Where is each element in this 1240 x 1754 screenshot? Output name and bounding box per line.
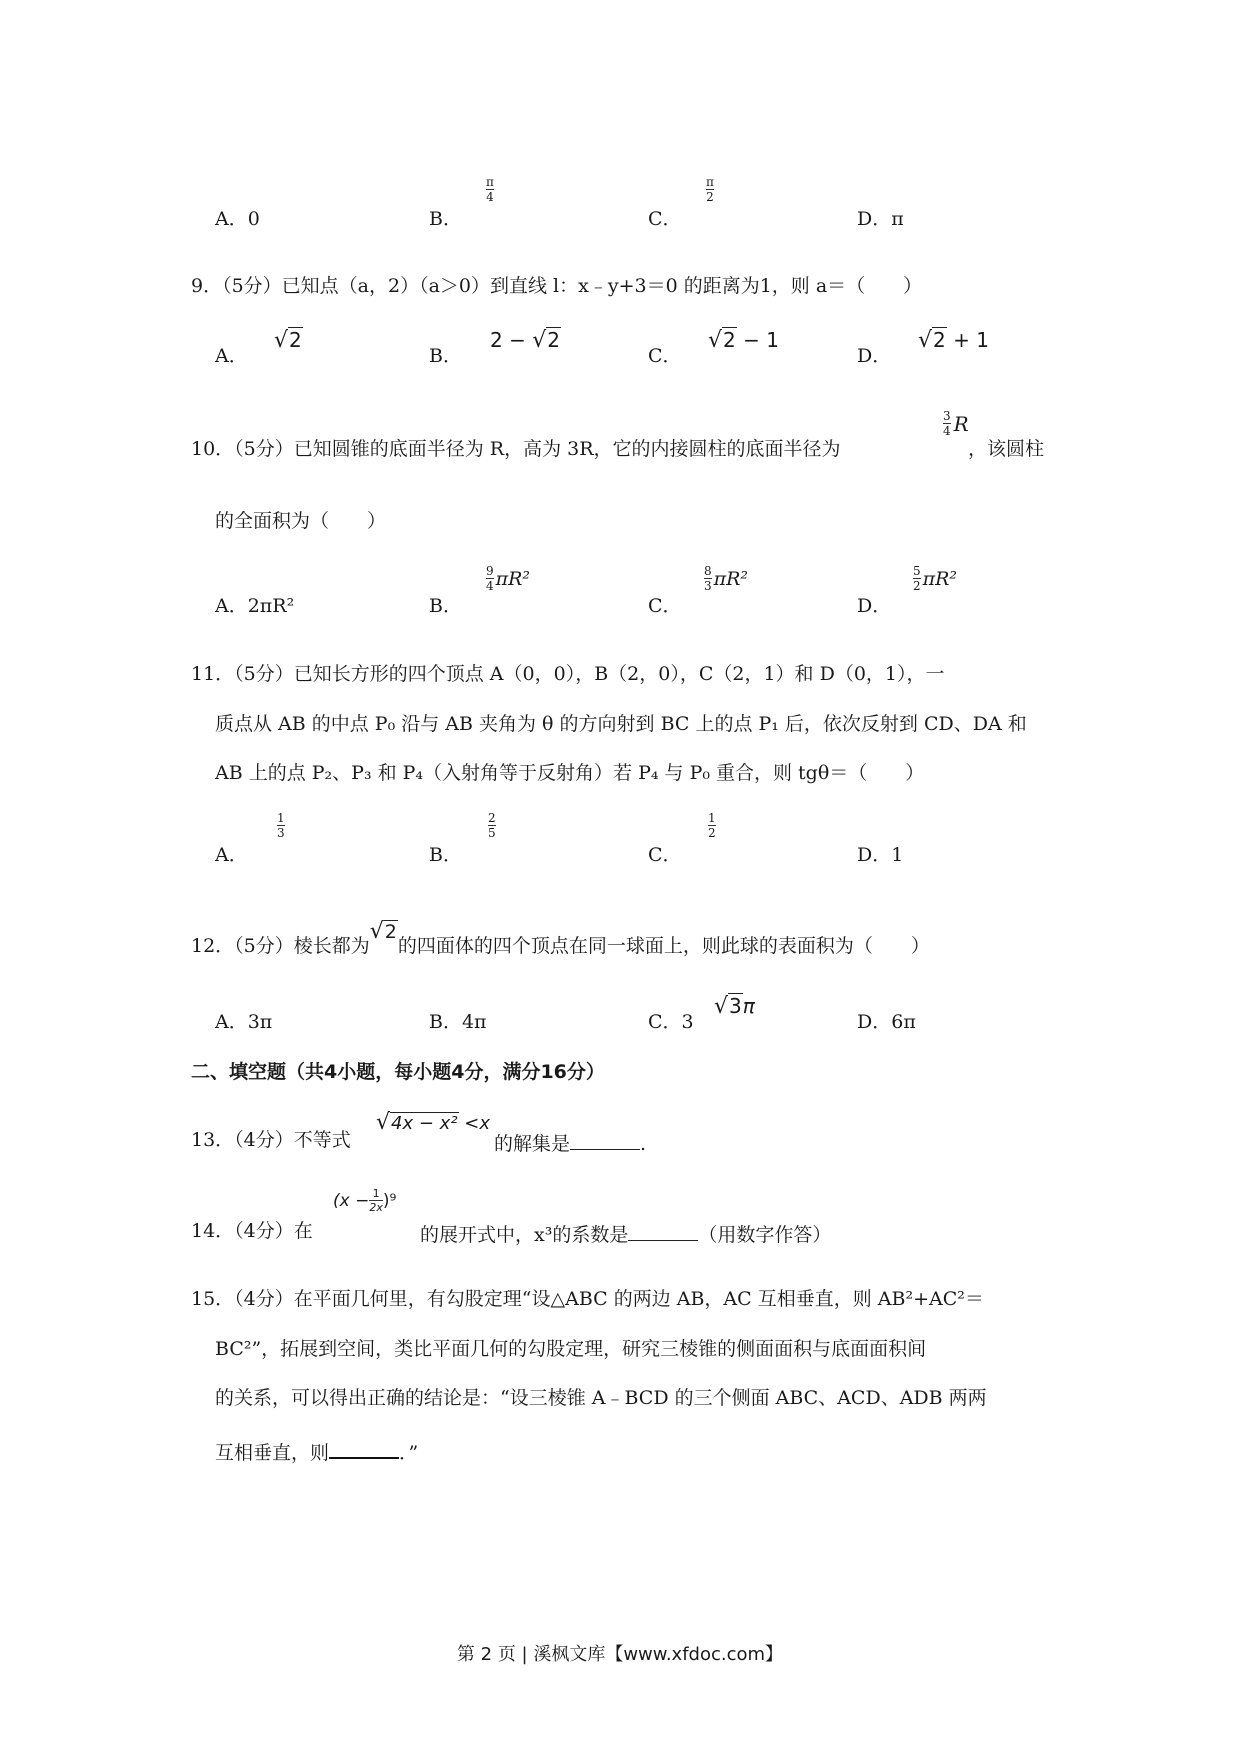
- q9-option-b-math: [490, 328, 561, 353]
- fraction: [486, 565, 494, 592]
- q8-option-c-fraction: [706, 176, 714, 203]
- q10-stem-fraction: [943, 410, 969, 437]
- q10-option-c-math: [704, 565, 748, 592]
- q8-option-d: D．π: [857, 208, 904, 230]
- fraction-denominator: 2x: [369, 1201, 383, 1214]
- sqrt-argument: 2: [384, 921, 397, 943]
- q14-pre: 14．（4分）在: [191, 1220, 313, 1242]
- fraction-numerator: 2: [488, 811, 496, 825]
- q11-line2: 质点从 AB 的中点 P₀ 沿与 AB 夹角为 θ 的方向射到 BC 上的点 P₁ 后，依次反射到 CD、DA 和: [215, 713, 1027, 735]
- q15-line3: 的关系，可以得出正确的结论是：“设三棱锥 A﹣BCD 的三个侧面 ABC、ACD、ADB 两两: [215, 1387, 987, 1409]
- sqrt-symbol: √2: [274, 328, 302, 353]
- fraction: [704, 565, 712, 592]
- q10-option-d-label: D．: [857, 595, 892, 617]
- q11-option-c-fraction: [708, 812, 716, 839]
- q10-stem-part1: 10．（5分）已知圆锥的底面半径为 R，高为 3R，它的内接圆柱的底面半径为: [191, 438, 841, 460]
- q8-option-b-fraction: [486, 176, 494, 203]
- q13-post-text: 的解集是: [494, 1133, 571, 1155]
- q10-option-b-math: [486, 565, 530, 592]
- math-tail: πR²: [495, 567, 531, 590]
- fraction-denominator: 2: [708, 826, 716, 840]
- q12-option-c-label: C．3: [648, 1011, 694, 1033]
- q15-line2: BC²”，拓展到空间，类比平面几何的勾股定理，研究三棱锥的侧面面积与底面面积间: [215, 1338, 927, 1360]
- answer-blank[interactable]: [628, 1222, 698, 1241]
- math-suffix: + 1: [946, 328, 989, 352]
- fraction-numerator: 8: [704, 564, 712, 578]
- sqrt-symbol: √2: [369, 919, 397, 944]
- q13-pre: 13．（4分）不等式: [191, 1129, 351, 1151]
- q12-stem: [191, 919, 930, 957]
- q10-stem-part2: ，该圆柱: [968, 438, 1045, 460]
- fraction-numerator: 5: [913, 564, 921, 578]
- q14-end: （用数字作答）: [698, 1224, 832, 1246]
- answer-blank[interactable]: [329, 1439, 399, 1459]
- sqrt-argument: 2: [547, 328, 560, 352]
- inequality-tail: <x: [458, 1113, 490, 1134]
- fraction-denominator: 2: [706, 190, 714, 204]
- q15-line4-pre: 互相垂直，则: [215, 1442, 330, 1464]
- fraction-denominator: 4: [486, 190, 494, 204]
- q12-stem-pre: 12．（5分）棱长都为: [191, 935, 370, 957]
- q13-post: [494, 1131, 646, 1154]
- q11-line1: 11．（5分）已知长方形的四个顶点 A（0，0），B（2，0），C（2，1）和 D（0，1），一: [191, 663, 945, 685]
- q12-option-d: D．6π: [857, 1011, 916, 1033]
- fraction-denominator: 3: [277, 826, 285, 840]
- fraction-numerator: 1: [277, 811, 285, 825]
- q9-option-c-math: [708, 328, 779, 353]
- section-title: 二、填空题（共4小题，每小题4分，满分16分）: [191, 1061, 605, 1083]
- q12-option-b: B．4π: [429, 1011, 487, 1033]
- math-tail: π: [742, 994, 755, 1018]
- fraction-denominator: 5: [488, 826, 496, 840]
- sqrt-argument: 3: [729, 994, 742, 1018]
- q12-stem-post: 的四面体的四个顶点在同一球面上，则此球的表面积为（ ）: [397, 935, 930, 957]
- fraction-denominator: 4: [943, 424, 951, 438]
- q9-option-a-math: [274, 328, 303, 353]
- q9-option-b-label: B．: [429, 345, 462, 367]
- q9-option-c-label: C．: [648, 345, 682, 367]
- fraction-numerator: 9: [486, 564, 494, 578]
- expr-suffix: )⁹: [382, 1190, 397, 1211]
- q14-post-text: 的展开式中，x³的系数是: [420, 1224, 629, 1246]
- q8-option-a: A．0: [215, 208, 260, 230]
- sqrt-symbol: √2: [708, 328, 736, 353]
- variable: R: [953, 411, 969, 436]
- q11-option-d: D．1: [857, 844, 904, 866]
- q15-line4-post: ．”: [399, 1442, 419, 1464]
- fraction: [913, 565, 921, 592]
- q12-option-a: A．3π: [215, 1011, 273, 1033]
- math-tail: πR²: [922, 567, 958, 590]
- math-tail: πR²: [713, 567, 749, 590]
- fraction-numerator: 3: [943, 409, 951, 423]
- sqrt-symbol: √3: [714, 994, 742, 1019]
- math-suffix: − 1: [736, 328, 779, 352]
- q11-line3: AB 上的点 P₂、P₃ 和 P₄（入射角等于反射角）若 P₄ 与 P₀ 重合，则 tgθ＝（ ）: [215, 762, 925, 784]
- math-prefix: 2 −: [490, 328, 533, 352]
- q8-option-c-label: C．: [648, 208, 682, 230]
- q11-option-a-label: A．: [215, 844, 248, 866]
- q10-stem-line2: 的全面积为（ ）: [215, 510, 387, 532]
- fraction-numerator: 1: [372, 1187, 380, 1200]
- sqrt-symbol: √2: [532, 328, 560, 353]
- answer-blank[interactable]: [570, 1131, 640, 1150]
- fraction-denominator: 2: [913, 579, 921, 593]
- q14-expression: [333, 1188, 396, 1213]
- page-footer: 第 2 页 | 溪枫文库【www.xfdoc.com】: [456, 1644, 784, 1665]
- q15-line1: 15．（4分）在平面几何里，有勾股定理“设△ABC 的两边 AB，AC 互相垂直，则 AB²+AC²＝: [191, 1288, 984, 1310]
- sqrt-argument: 2: [289, 328, 302, 352]
- sqrt-symbol: √2: [918, 328, 946, 353]
- q9-option-a-label: A．: [215, 345, 248, 367]
- q11-option-c-label: C．: [648, 844, 682, 866]
- fraction: [369, 1188, 383, 1213]
- q11-option-b-fraction: [488, 812, 496, 839]
- fraction-numerator: 1: [708, 811, 716, 825]
- fraction-numerator: π: [486, 175, 494, 189]
- q13-inequality: [376, 1110, 490, 1135]
- q9-option-d-math: [918, 328, 989, 353]
- fraction-denominator: 4: [486, 579, 494, 593]
- expr-prefix: (x −: [333, 1190, 370, 1211]
- fraction-denominator: 3: [704, 579, 712, 593]
- fraction-numerator: π: [706, 175, 714, 189]
- q10-option-a: A．2πR²: [215, 595, 295, 617]
- sqrt-symbol: √4x − x²: [376, 1110, 458, 1135]
- q15-line4: [215, 1439, 418, 1463]
- q9-stem: 9．（5分）已知点（a，2）（a＞0）到直线 l：x﹣y+3＝0 的距离为1，则 a＝（ ）: [191, 275, 923, 297]
- q8-option-b-label: B．: [429, 208, 462, 230]
- q12-option-c-math: [714, 994, 755, 1019]
- q10-option-c-label: C．: [648, 595, 682, 617]
- q11-option-a-fraction: [277, 812, 285, 839]
- q11-option-b-label: B．: [429, 844, 462, 866]
- sqrt-argument: 2: [933, 328, 946, 352]
- sqrt-argument: 2: [723, 328, 736, 352]
- q9-option-d-label: D．: [857, 345, 892, 367]
- fraction: [943, 410, 951, 437]
- sqrt-argument: 4x − x²: [391, 1113, 458, 1134]
- q14-post: [420, 1222, 831, 1245]
- q10-option-d-math: [913, 565, 957, 592]
- q10-option-b-label: B．: [429, 595, 462, 617]
- q13-end: .: [640, 1133, 647, 1155]
